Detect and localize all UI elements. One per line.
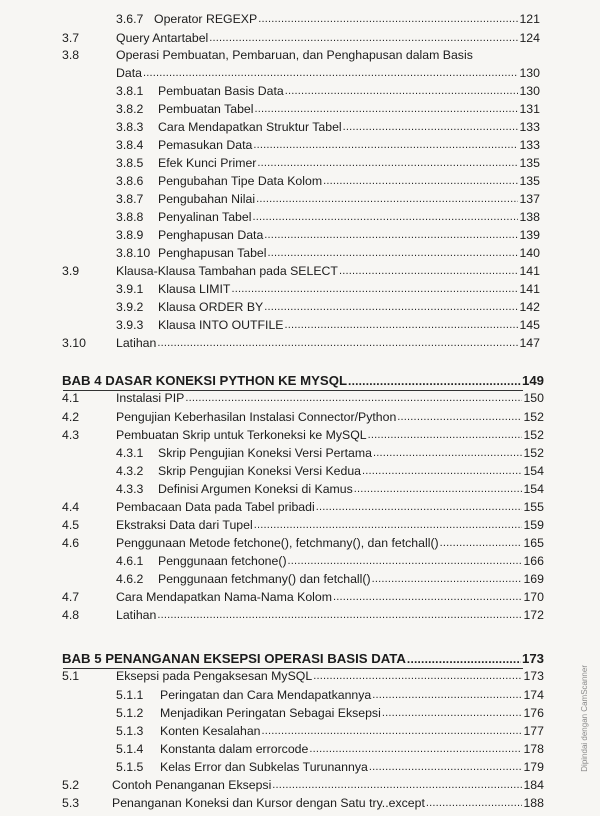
dot-leader <box>231 283 518 296</box>
toc-title: Kelas Error dan Subkelas Turunannya <box>160 760 368 774</box>
toc-page-number: 169 <box>523 572 544 586</box>
dot-leader <box>255 103 519 116</box>
dot-leader <box>373 447 523 460</box>
toc-line <box>116 314 540 332</box>
toc-title: Konstanta dalam errorcode <box>160 742 309 756</box>
dot-leader <box>256 193 518 206</box>
dot-leader <box>257 157 518 170</box>
toc-title: Eksepsi pada Pengaksesan MySQL <box>116 669 313 683</box>
toc-number: 3.8.5 <box>116 156 144 170</box>
toc-line <box>62 496 544 514</box>
dot-leader <box>254 519 523 532</box>
toc-line <box>116 170 540 188</box>
toc-title: Penggunaan Metode fetchone(), fetchmany(), dan fetchall() <box>116 536 439 550</box>
toc-page-number: 142 <box>519 300 540 314</box>
toc-line <box>116 62 540 80</box>
toc-page-number: 137 <box>519 192 540 206</box>
toc-number: 5.3 <box>62 796 80 810</box>
toc-number: 3.6.7 <box>116 12 144 26</box>
toc-title: Pengubahan Nilai <box>158 192 256 206</box>
toc-number: 4.6 <box>62 536 80 550</box>
toc-number: 3.9.2 <box>116 300 144 314</box>
toc-page-number: 152 <box>523 446 544 460</box>
scanner-watermark-text: Dipindai dengan CamScanner <box>580 665 589 772</box>
dot-leader <box>157 609 522 622</box>
toc-title: Pembuatan Skrip untuk Terkoneksi ke MySQL <box>116 428 367 442</box>
toc-page-number: 140 <box>519 246 540 260</box>
toc-line <box>116 442 544 460</box>
toc-title: Penghapusan Data <box>158 228 264 242</box>
dot-leader <box>309 743 522 756</box>
toc-line <box>116 80 540 98</box>
toc-page-number: 135 <box>519 174 540 188</box>
dot-leader <box>258 13 518 26</box>
toc-line <box>116 134 540 152</box>
toc-line <box>116 296 540 314</box>
toc-number: 4.4 <box>62 500 80 514</box>
toc-title: Pembuatan Tabel <box>158 102 254 116</box>
toc-line <box>116 278 540 296</box>
toc-page-number: 174 <box>523 688 544 702</box>
toc-title: Instalasi PIP <box>116 391 185 405</box>
chapter-heading <box>62 370 544 388</box>
dot-leader <box>316 501 523 514</box>
toc-line <box>62 406 544 424</box>
toc-page-number: 149 <box>521 373 544 388</box>
toc-number: 4.2 <box>62 410 80 424</box>
toc-line <box>62 586 544 604</box>
dot-leader <box>268 247 519 260</box>
toc-page-number: 155 <box>523 500 544 514</box>
dot-leader <box>143 67 518 80</box>
chapter-heading <box>62 648 544 666</box>
toc-line <box>62 332 540 350</box>
toc-title: Cara Mendapatkan Nama-Nama Kolom <box>116 590 332 604</box>
dot-leader <box>382 707 523 720</box>
toc-line <box>116 242 540 260</box>
toc-number: 5.1.3 <box>116 724 144 738</box>
dot-leader <box>288 555 523 568</box>
toc-number: 5.1.5 <box>116 760 144 774</box>
toc-page-number: 173 <box>523 669 544 683</box>
dot-leader <box>368 429 523 442</box>
toc-number: 3.8.6 <box>116 174 144 188</box>
toc-number: 3.9.1 <box>116 282 144 296</box>
toc-title: Penghapusan Tabel <box>158 246 267 260</box>
toc-page-number: 152 <box>523 428 544 442</box>
toc-line <box>62 774 544 792</box>
toc-line <box>116 188 540 206</box>
toc-number: 3.8.4 <box>116 138 144 152</box>
toc-title: Definisi Argumen Koneksi di Kamus <box>158 482 353 496</box>
toc-page-number: 177 <box>523 724 544 738</box>
toc-title: Skrip Pengujian Koneksi Versi Kedua <box>158 464 362 478</box>
toc-title: Contoh Penanganan Eksepsi <box>112 778 272 792</box>
toc-page-number: 159 <box>523 518 544 532</box>
toc-line <box>62 792 544 810</box>
dot-leader <box>354 483 523 496</box>
toc-number: 3.8.9 <box>116 228 144 242</box>
toc-page-number: 124 <box>519 31 540 45</box>
dot-leader <box>397 411 522 424</box>
toc-title: Klausa LIMIT <box>158 282 231 296</box>
toc-line <box>116 756 544 774</box>
toc-title: Operator REGEXP <box>154 12 258 26</box>
toc-line <box>116 152 540 170</box>
toc-line <box>116 8 540 26</box>
toc-title: Query Antartabel <box>116 31 209 45</box>
toc-title: Efek Kunci Primer <box>158 156 257 170</box>
scanner-watermark <box>580 665 594 805</box>
toc-line <box>116 684 544 702</box>
toc-number: 3.8.3 <box>116 120 144 134</box>
toc-number: 4.6.2 <box>116 572 144 586</box>
toc-page-number: 152 <box>523 410 544 424</box>
toc-line <box>116 98 540 116</box>
toc-line <box>116 224 540 242</box>
dot-leader <box>369 761 523 774</box>
toc-number: 5.1.4 <box>116 742 144 756</box>
toc-number: 3.10 <box>62 336 86 350</box>
toc-page-number: 184 <box>523 778 544 792</box>
dot-leader <box>253 139 518 152</box>
dot-leader <box>362 465 522 478</box>
toc-page-number: 170 <box>523 590 544 604</box>
toc-page-number: 172 <box>523 608 544 622</box>
toc-number: 4.6.1 <box>116 554 144 568</box>
toc-line <box>62 665 544 683</box>
dot-leader <box>252 211 518 224</box>
toc-page-number: 178 <box>523 742 544 756</box>
toc-number: 4.7 <box>62 590 80 604</box>
toc-number: 3.8.10 <box>116 246 151 260</box>
toc-line <box>116 550 544 568</box>
toc-number: 4.3.2 <box>116 464 144 478</box>
toc-number: 5.1.1 <box>116 688 144 702</box>
toc-number: 4.1 <box>62 391 80 405</box>
toc-number: 5.1.2 <box>116 706 144 720</box>
dot-leader <box>313 670 522 683</box>
toc-title: Data <box>116 66 142 80</box>
dot-leader <box>157 337 518 350</box>
toc-title: Pemasukan Data <box>158 138 253 152</box>
dot-leader <box>262 725 523 738</box>
toc-page-number: 154 <box>523 464 544 478</box>
toc-page-number: 141 <box>519 282 540 296</box>
toc-title: Klausa INTO OUTFILE <box>158 318 284 332</box>
toc-title: Pengujian Keberhasilan Instalasi Connector/Python <box>116 410 397 424</box>
toc-line <box>62 514 544 532</box>
toc-page-number: 188 <box>523 796 544 810</box>
toc-page-number: 179 <box>523 760 544 774</box>
toc-page-number: 139 <box>519 228 540 242</box>
toc-title: Cara Mendapatkan Struktur Tabel <box>158 120 342 134</box>
dot-leader <box>272 779 522 792</box>
toc-line <box>62 604 544 622</box>
toc-title: Ekstraksi Data dari Tupel <box>116 518 253 532</box>
toc-number: 4.8 <box>62 608 80 622</box>
toc-line <box>62 387 544 405</box>
toc-line <box>62 27 540 45</box>
dot-leader <box>343 121 519 134</box>
toc-number: 3.8.2 <box>116 102 144 116</box>
toc-title: Penyalinan Tabel <box>158 210 252 224</box>
toc-line <box>116 116 540 134</box>
toc-number: 4.3 <box>62 428 80 442</box>
toc-number: 4.3.1 <box>116 446 144 460</box>
toc-page-number: 150 <box>523 391 544 405</box>
toc-number: 3.8.8 <box>116 210 144 224</box>
toc-page-number: 130 <box>519 66 540 80</box>
toc-page-number: 121 <box>519 12 540 26</box>
toc-line <box>116 702 544 720</box>
toc-line <box>62 260 540 278</box>
chapter-title: BAB 5 PENANGANAN EKSEPSI OPERASI BASIS DATA <box>62 651 406 666</box>
toc-title: Pembacaan Data pada Tabel pribadi <box>116 500 315 514</box>
toc-page-number: 141 <box>519 264 540 278</box>
toc-number: 3.8 <box>62 48 80 62</box>
chapter-title: BAB 4 DASAR KONEKSI PYTHON KE MYSQL <box>62 373 348 388</box>
toc-number: 3.9 <box>62 264 80 278</box>
toc-number: 4.5 <box>62 518 80 532</box>
toc-title: Klausa-Klausa Tambahan pada SELECT <box>116 264 338 278</box>
toc-line <box>62 532 544 550</box>
toc-title: Menjadikan Peringatan Sebagai Eksepsi <box>160 706 381 720</box>
dot-leader <box>339 265 519 278</box>
dot-leader <box>372 689 522 702</box>
dot-leader <box>372 573 523 586</box>
toc-title: Pengubahan Tipe Data Kolom <box>158 174 323 188</box>
toc-page-number: 173 <box>521 651 544 666</box>
toc-line <box>116 478 544 496</box>
toc-page-number: 176 <box>523 706 544 720</box>
toc-title: Penggunaan fetchone() <box>158 554 287 568</box>
toc-title: Skrip Pengujian Koneksi Versi Pertama <box>158 446 372 460</box>
toc-title: Konten Kesalahan <box>160 724 261 738</box>
toc-page-number: 145 <box>519 318 540 332</box>
toc-page-number: 147 <box>519 336 540 350</box>
toc-title: Peringatan dan Cara Mendapatkannya <box>160 688 372 702</box>
dot-leader <box>333 591 522 604</box>
toc-number: 5.2 <box>62 778 80 792</box>
toc-page-number: 165 <box>523 536 544 550</box>
toc-title: Latihan <box>116 608 157 622</box>
dot-leader <box>264 229 518 242</box>
toc-line <box>116 206 540 224</box>
toc-line <box>116 460 544 478</box>
toc-page-number: 138 <box>519 210 540 224</box>
dot-leader <box>285 319 519 332</box>
toc-page-number: 135 <box>519 156 540 170</box>
dot-leader <box>264 301 518 314</box>
toc-number: 4.3.3 <box>116 482 144 496</box>
toc-page-number: 131 <box>519 102 540 116</box>
toc-number: 3.8.1 <box>116 84 144 98</box>
toc-page-number: 133 <box>519 138 540 152</box>
toc-title: Klausa ORDER BY <box>158 300 264 314</box>
toc-line <box>116 568 544 586</box>
toc-title: Latihan <box>116 336 157 350</box>
toc-title: Penanganan Koneksi dan Kursor dengan Satu try..except <box>112 796 425 810</box>
toc-line <box>62 44 540 62</box>
toc-line <box>116 738 544 756</box>
toc-number: 3.9.3 <box>116 318 144 332</box>
dot-leader <box>323 175 518 188</box>
toc-number: 3.7 <box>62 31 80 45</box>
toc-number: 5.1 <box>62 669 80 683</box>
toc-page-number: 133 <box>519 120 540 134</box>
toc-number: 3.8.7 <box>116 192 144 206</box>
dot-leader <box>285 85 519 98</box>
toc-page-number: 154 <box>523 482 544 496</box>
dot-leader <box>426 797 523 810</box>
dot-leader <box>185 392 522 405</box>
toc-title: Pembuatan Basis Data <box>158 84 284 98</box>
toc-line <box>62 424 544 442</box>
toc-title: Penggunaan fetchmany() dan fetchall() <box>158 572 371 586</box>
toc-page-number: 130 <box>519 84 540 98</box>
toc-page-number: 166 <box>523 554 544 568</box>
toc-line <box>116 720 544 738</box>
dot-leader <box>440 537 523 550</box>
toc-title: Operasi Pembuatan, Pembaruan, dan Penghapusan dalam Basis <box>116 48 473 62</box>
